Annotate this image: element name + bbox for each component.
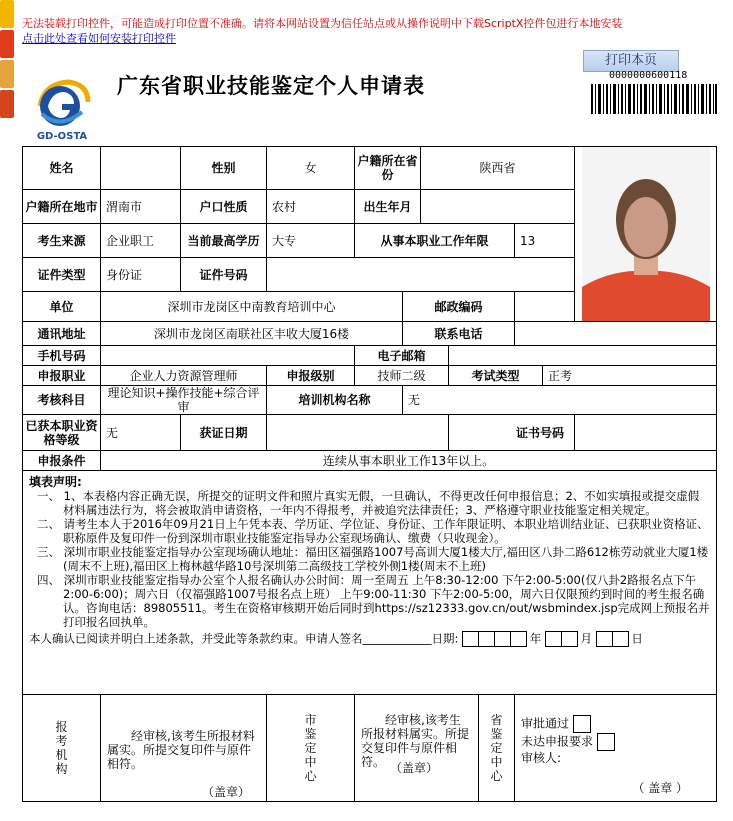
label-training-org: 培训机构名称	[267, 386, 403, 415]
label-unit: 单位	[23, 292, 101, 322]
install-guide-link[interactable]: 点击此处查看如何安装打印控件	[22, 32, 176, 45]
field-id-number[interactable]	[267, 258, 575, 292]
field-household-province[interactable]: 陕西省	[421, 147, 575, 190]
gd-osta-logo	[30, 76, 94, 142]
page-title: 广东省职业技能鉴定个人申请表	[117, 74, 425, 98]
signature-line	[29, 631, 710, 647]
field-household-type[interactable]: 农村	[267, 190, 355, 224]
application-form	[22, 146, 717, 802]
date-box[interactable]	[478, 631, 495, 647]
label-level: 申报级别	[267, 366, 355, 386]
label-exam-type: 考试类型	[449, 366, 543, 386]
field-cert-number[interactable]	[575, 415, 717, 451]
province-center-seal: （ 盖章 ）	[632, 781, 689, 795]
label-obtained-date: 获证日期	[181, 415, 267, 451]
date-box[interactable]	[545, 631, 562, 647]
province-center-review	[515, 695, 717, 802]
field-source[interactable]: 企业职工	[101, 224, 181, 258]
field-level[interactable]: 技师二级	[355, 366, 449, 386]
date-box[interactable]	[462, 631, 479, 647]
city-center-text: 市鉴定中心	[304, 713, 317, 783]
field-birth[interactable]	[421, 190, 575, 224]
date-box[interactable]	[510, 631, 527, 647]
field-obtained-level[interactable]: 无	[101, 415, 181, 451]
label-education: 当前最高学历	[181, 224, 267, 258]
approved-label: 审批通过	[521, 716, 570, 731]
label-phone: 联系电话	[403, 322, 515, 346]
label-address: 通讯地址	[23, 322, 101, 346]
label-years: 从事本职业工作年限	[355, 224, 515, 258]
field-unit[interactable]: 深圳市龙岗区中南教育培训中心	[101, 292, 403, 322]
field-years[interactable]: 13	[515, 224, 575, 258]
label-household-type: 户口性质	[181, 190, 267, 224]
field-subjects[interactable]: 理论知识+操作技能+综合评审	[101, 386, 267, 415]
field-name[interactable]	[101, 147, 181, 190]
report-org-review	[101, 695, 267, 802]
field-conditions[interactable]: 连续从事本职业工作13年以上。	[101, 451, 717, 471]
label-subjects: 考核科目	[23, 386, 101, 415]
barcode-number: 0000000600118	[609, 70, 688, 81]
note-icon[interactable]	[0, 90, 14, 118]
label-postcode: 邮政编码	[403, 292, 515, 322]
approved-checkbox[interactable]	[573, 715, 591, 733]
declaration-item: 二、 请考生本人于2016年09月21日上午凭本表、学历证、学位证、身份证、工作年限证明、本职业培训结业证、已获职业资格证、职称原件及复印件一份到深圳市职业技能鉴定指导办公室现场确认、缴费（只收现金）。	[37, 517, 709, 545]
side-toolbar	[0, 0, 14, 120]
month-label: 月	[580, 631, 592, 646]
applicant-photo	[582, 147, 710, 321]
field-household-location[interactable]: 渭南市	[101, 190, 181, 224]
not-meet-label: 未达申报要求	[521, 734, 594, 749]
label-email: 电子邮箱	[355, 346, 449, 366]
label-occupation: 申报职业	[23, 366, 101, 386]
field-training-org[interactable]: 无	[403, 386, 717, 415]
label-birth: 出生年月	[355, 190, 421, 224]
share-icon[interactable]	[0, 60, 14, 88]
label-source: 考生来源	[23, 224, 101, 258]
declaration-item: 四、 深圳市职业技能鉴定指导办公室个人报名确认办公时间：周一至周五 上午8:30-12:00 下午2:00-5:00(仅八卦2路报名点下午2:00-6:00)；周六日（仅福强路1007号报名点上班） 上午9:00-11:30 下午2:00-5:00，周六日仅限预约到时间的考生报名确认。咨询电话：89805511。考生在资格审核期开始后同时到https://sz12333.gov.cn/out/wsbmindex.jsp完成网上预报名并打印报名回执单。	[37, 573, 710, 629]
logo-text: GD-OSTA	[36, 131, 88, 142]
label-household-province: 户籍所在省份	[355, 147, 421, 190]
report-org-review-text: 经审核,该考生所报材料属实。所提交复印件与原件相符。	[107, 729, 255, 771]
weibo-icon[interactable]	[0, 30, 14, 58]
field-phone[interactable]	[515, 322, 717, 346]
not-meet-row	[521, 733, 710, 751]
field-occupation[interactable]: 企业人力资源管理师	[101, 366, 267, 386]
city-center-review	[355, 695, 479, 802]
not-meet-checkbox[interactable]	[597, 733, 615, 751]
signature-text: 本人确认已阅读并明白上述条款，并受此等条款约束。申请人签名____________日期:	[29, 631, 459, 646]
declaration-heading: 填表声明:	[29, 475, 82, 489]
report-org-label	[23, 695, 101, 802]
declaration-item: 一、 1、本表格内容正确无误，所提交的证明文件和照片真实无假，一旦确认，不得更改任何申报信息；2、不如实填报或提交虚假材料属违法行为，将会被取消申请资格，一年内不得报考，并被追究法律责任；3、严格遵守职业技能鉴定相关规定。	[37, 489, 700, 517]
day-label: 日	[631, 631, 643, 646]
label-gender: 性别	[181, 147, 267, 190]
city-center-review-text: 经审核,该考生所报材料属实。所提交复印件与原件相符。	[361, 713, 470, 769]
date-box[interactable]	[494, 631, 511, 647]
label-name: 姓名	[23, 147, 101, 190]
report-org-text: 报考机构	[55, 720, 68, 776]
barcode-icon	[591, 84, 717, 114]
field-email[interactable]	[449, 346, 717, 366]
field-address[interactable]: 深圳市龙岗区南联社区丰收大厦16楼	[101, 322, 403, 346]
field-gender[interactable]: 女	[267, 147, 355, 190]
field-exam-type[interactable]: 正考	[543, 366, 717, 386]
field-mobile[interactable]	[101, 346, 355, 366]
date-box[interactable]	[561, 631, 578, 647]
report-org-seal: （盖章）	[201, 785, 250, 799]
label-id-number: 证件号码	[181, 258, 267, 292]
date-box[interactable]	[612, 631, 629, 647]
city-center-seal: （盖章）	[390, 761, 439, 775]
label-id-type: 证件类型	[23, 258, 101, 292]
field-education[interactable]: 大专	[267, 224, 355, 258]
label-cert-number: 证书号码	[449, 415, 575, 451]
province-center-label	[479, 695, 515, 802]
field-id-type[interactable]: 身份证	[101, 258, 181, 292]
declaration-item: 三、 深圳市职业技能鉴定指导办公室现场确认地址：福田区福强路1007号高训大厦1楼大厅,福田区八卦二路612栋劳动就业大厦1楼(周末不上班),福田区上梅林越华路10号深圳第二高级技工学校外侧1楼(周末不上班)	[37, 545, 709, 573]
star-icon[interactable]	[0, 0, 14, 28]
label-household-location: 户籍所在地市	[23, 190, 101, 224]
print-button[interactable]: 打印本页	[583, 50, 679, 72]
city-center-label	[267, 695, 355, 802]
label-conditions: 申报条件	[23, 451, 101, 471]
label-obtained-level: 已获本职业资格等级	[23, 415, 101, 451]
year-label: 年	[529, 631, 542, 646]
print-warning: 无法装载打印控件，可能造成打印位置不准确。请将本网站设置为信任站点或从操作说明中下载ScriptX控件包进行本地安装	[22, 17, 623, 30]
photo-cell	[575, 147, 717, 322]
approved-row	[521, 715, 710, 733]
province-center-text: 省鉴定中心	[490, 713, 503, 783]
declaration	[23, 471, 717, 695]
date-box[interactable]	[596, 631, 613, 647]
reviewer-label: 审核人:	[521, 751, 562, 765]
field-postcode[interactable]	[515, 292, 575, 322]
field-obtained-date[interactable]	[267, 415, 449, 451]
label-mobile: 手机号码	[23, 346, 101, 366]
